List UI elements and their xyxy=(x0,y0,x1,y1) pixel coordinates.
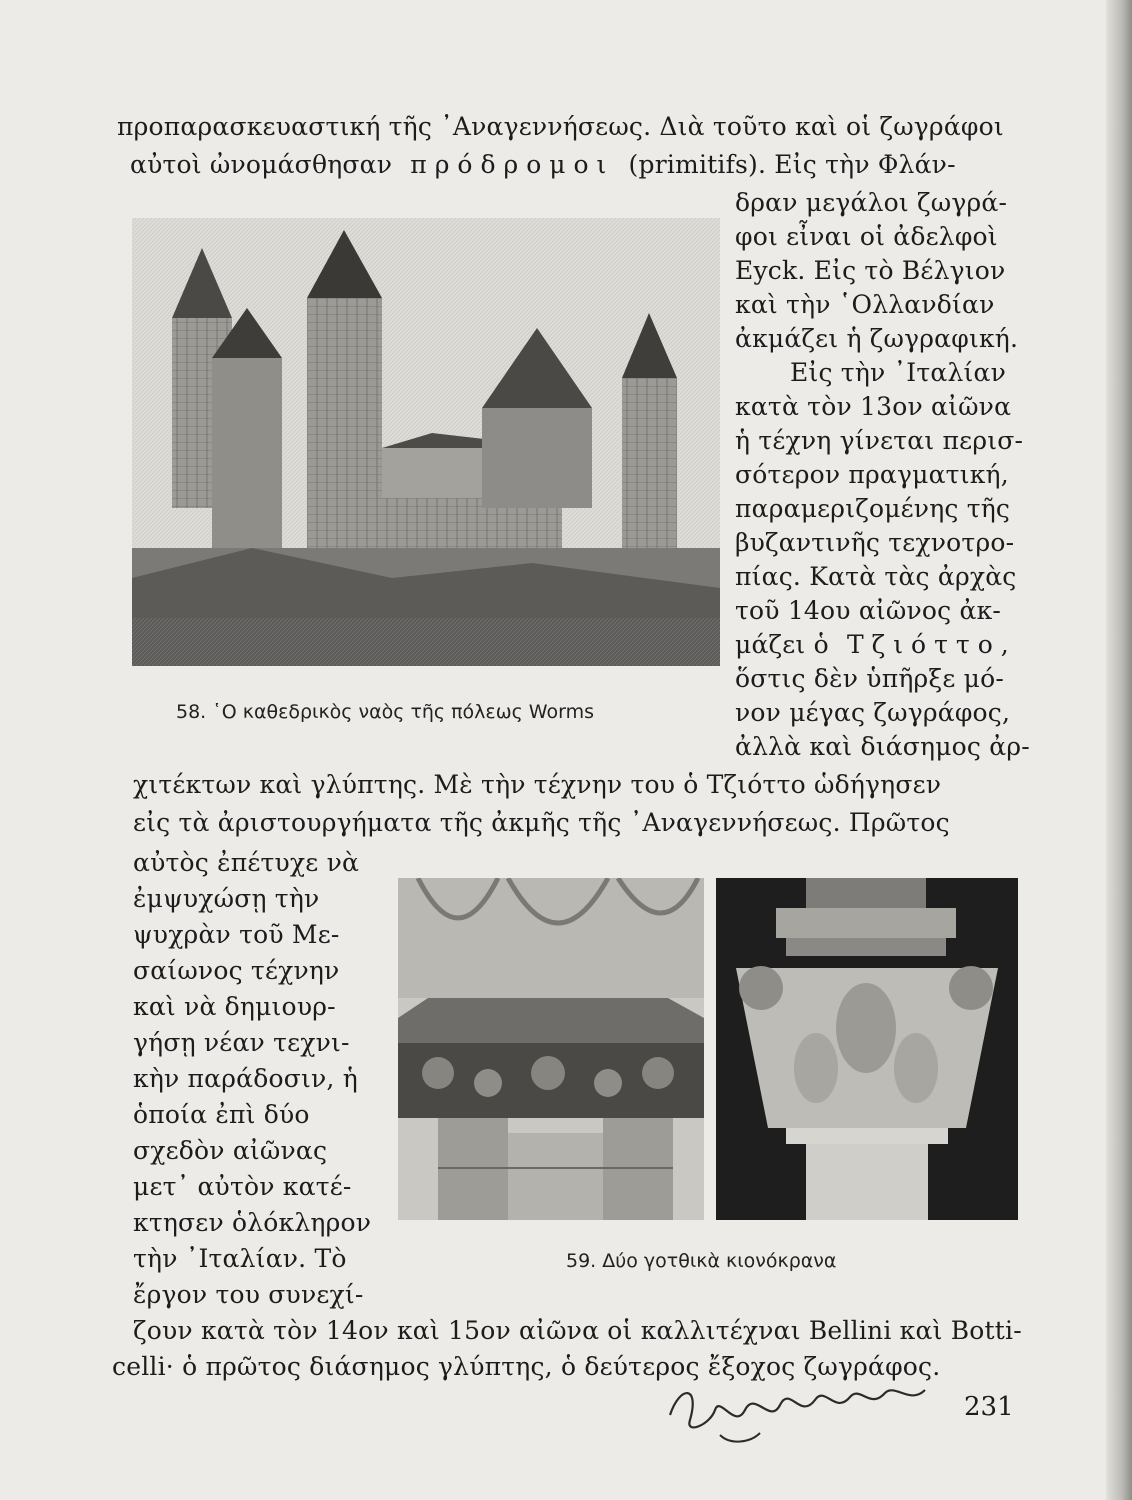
text-line: τὴν ᾿Ιταλίαν. Τὸ xyxy=(133,1244,347,1273)
cathedral-illustration xyxy=(132,218,720,666)
text-line: ὁποία ἐπὶ δύο xyxy=(133,1100,310,1129)
text-line: ἀλλὰ καὶ διάσημος ἀρ- xyxy=(735,732,1030,761)
text-line xyxy=(130,150,956,179)
text-line: χιτέκτων καὶ γλύπτης. Μὲ τὴν τέχνην του ὁ Τζιόττο ὡδήγησεν xyxy=(133,770,942,799)
text-line: νον μέγας ζωγράφος, xyxy=(735,698,1011,727)
text-line: κτησεν ὁλόκληρον xyxy=(133,1208,372,1237)
text-line: ἡ τέχνη γίνεται περισ- xyxy=(735,426,1024,455)
gothic-capital-photo-left xyxy=(398,878,704,1220)
gothic-capital-photo-right xyxy=(716,878,1018,1220)
text-line: φοι εἶναι οἱ ἀδελφοὶ xyxy=(735,222,998,251)
text-line: κατὰ τὸν 13ον αἰῶνα xyxy=(735,392,1012,421)
handwritten-signature xyxy=(660,1375,960,1455)
text-line: ἐμψυχώσῃ τὴν xyxy=(133,884,320,913)
text-fragment: μάζει ὁ xyxy=(735,630,829,659)
text-line: Εἰς τὴν ᾿Ιταλίαν xyxy=(790,358,1006,387)
page-edge xyxy=(1106,0,1132,1500)
gothic-capitals-illustration xyxy=(398,878,704,1220)
text-fragment: (primitifs). Εἰς τὴν Φλάν- xyxy=(628,150,956,179)
figure-59-caption: 59. Δύο γοτθικὰ κιονόκρανα xyxy=(566,1250,837,1272)
text-line: πίας. Κατὰ τὰς ἀρχὰς xyxy=(735,562,1017,591)
text-line xyxy=(735,630,1017,659)
text-line: ὅστις δὲν ὑπῆρξε μό- xyxy=(735,664,1005,693)
text-line: μετ᾿ αὐτὸν κατέ- xyxy=(133,1172,352,1201)
text-line: αὐτὸς ἐπέτυχε νὰ xyxy=(133,848,360,877)
text-line: εἰς τὰ ἀριστουργήματα τῆς ἀκμῆς τῆς ᾿Αναγεννήσεως. Πρῶτος xyxy=(133,808,950,837)
text-line: παραμεριζομένης τῆς xyxy=(735,494,1011,523)
text-line: βυζαντινῆς τεχνοτρο- xyxy=(735,528,1015,557)
text-line: καὶ τὴν ῾Ολλανδίαν xyxy=(735,290,995,319)
text-line: τοῦ 14ου αἰῶνος ἀκ- xyxy=(735,596,1002,625)
text-line: ἔργον του συνεχί- xyxy=(133,1280,364,1309)
text-line: Eyck. Εἰς τὸ Βέλγιον xyxy=(735,256,1006,285)
text-line: σαίωνος τέχνην xyxy=(133,956,340,985)
text-fragment: αὐτοὶ ὠνομάσθησαν xyxy=(130,150,393,179)
cathedral-photo xyxy=(132,218,720,666)
text-line: celli· ὁ πρῶτος διάσημος γλύπτης, ὁ δεύτερος ἔξοχος ζωγράφος. xyxy=(112,1352,941,1381)
emphasized-term: πρόδρομοι xyxy=(410,150,615,179)
text-line: σότερον πραγματική, xyxy=(735,460,1009,489)
text-line: προπαρασκευαστική τῆς ᾿Αναγεννήσεως. Διὰ τοῦτο καὶ οἱ ζωγράφοι xyxy=(117,112,1004,141)
text-line: δραν μεγάλοι ζωγρά- xyxy=(735,188,1008,217)
text-line: ζουν κατὰ τὸν 14ον καὶ 15ον αἰῶνα οἱ καλλιτέχναι Bellini καὶ Botti- xyxy=(133,1316,1022,1345)
text-line: ἀκμάζει ἡ ζωγραφική. xyxy=(735,324,1019,353)
text-line: καὶ νὰ δημιουρ- xyxy=(133,992,336,1021)
page-number: 231 xyxy=(964,1392,1014,1422)
emphasized-name: Τζιόττο, xyxy=(847,630,1017,659)
text-line: σχεδὸν αἰῶνας xyxy=(133,1136,328,1165)
text-line: γήσῃ νέαν τεχνι- xyxy=(133,1028,350,1057)
capital-illustration xyxy=(716,878,1018,1220)
text-line: ψυχρὰν τοῦ Με- xyxy=(133,920,340,949)
figure-58-caption: 58. ῾Ο καθεδρικὸς ναὸς τῆς πόλεως Worms xyxy=(176,701,594,723)
text-line: κὴν παράδοσιν, ἡ xyxy=(133,1064,358,1093)
